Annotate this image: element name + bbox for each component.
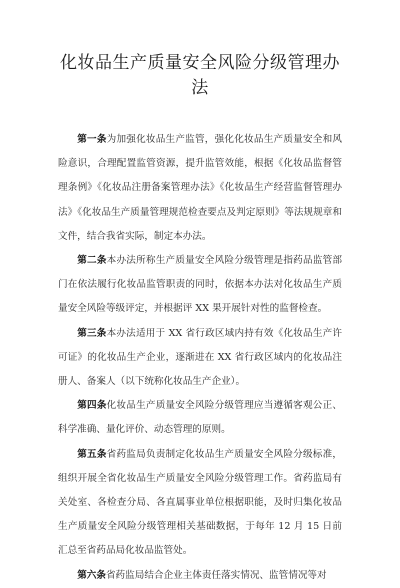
article-3 bbox=[58, 322, 342, 395]
article-text: 省药监局负责制定化妆品生产质量安全风险分级标准，组织开展全省化妆品生产质量安全风险分级管理工作。省药监局有关处室、各检查分局、各直属事业单位根据职能，及时归集化妆品生产质量安全风险分级管理相关基础数据，于每年 12 月 15 日前汇总至省药品局化妆品监管处。 bbox=[58, 448, 343, 557]
article-label: 第五条 bbox=[77, 448, 107, 460]
article-2 bbox=[58, 249, 342, 322]
article-text: 为加强化妆品生产监管，强化化妆品生产质量安全和风险意识，合理配置监管资源，提升监管效能，根据《化妆品监督管理条例》《化妆品注册备案管理办法》《化妆品生产经营监督管理办法》《化妆品生产质量管理规范检查要点及判定原则》等法规规章和文件，结合我省实际，制定本办法。 bbox=[58, 134, 343, 242]
article-text: 省药监局结合企业主体责任落实情况、监管情况等对 bbox=[105, 569, 327, 581]
article-label: 第六条 bbox=[77, 569, 106, 581]
article-4 bbox=[58, 394, 342, 442]
article-label: 第四条 bbox=[77, 400, 107, 412]
article-1 bbox=[58, 128, 342, 249]
article-label: 第一条 bbox=[77, 134, 107, 145]
article-5 bbox=[58, 443, 342, 564]
article-6 bbox=[58, 564, 342, 588]
article-text: 化妆品生产质量安全风险分级管理应当遵循客观公正、科学准确、量化评价、动态管理的原则。 bbox=[58, 400, 343, 436]
article-label: 第三条 bbox=[77, 327, 107, 339]
document-title: 化妆品生产质量安全风险分级管理办法 bbox=[60, 53, 340, 98]
article-label: 第二条 bbox=[77, 255, 107, 267]
article-text: 本办法所称生产质量安全风险分级管理是指药品监管部门在依法履行化妆品监管职责的同时，依据本办法对化妆品生产质量安全风险等级评定，并根据评 XX 果开展针对性的监督检查。 bbox=[58, 255, 343, 315]
article-text: 本办法适用于 XX 省行政区域内持有效《化妆品生产许可证》的化妆品生产企业，逐渐进在 XX 省行政区域内的化妆品注册人、备案人（以下统称化妆品生产企业）。 bbox=[58, 327, 343, 388]
